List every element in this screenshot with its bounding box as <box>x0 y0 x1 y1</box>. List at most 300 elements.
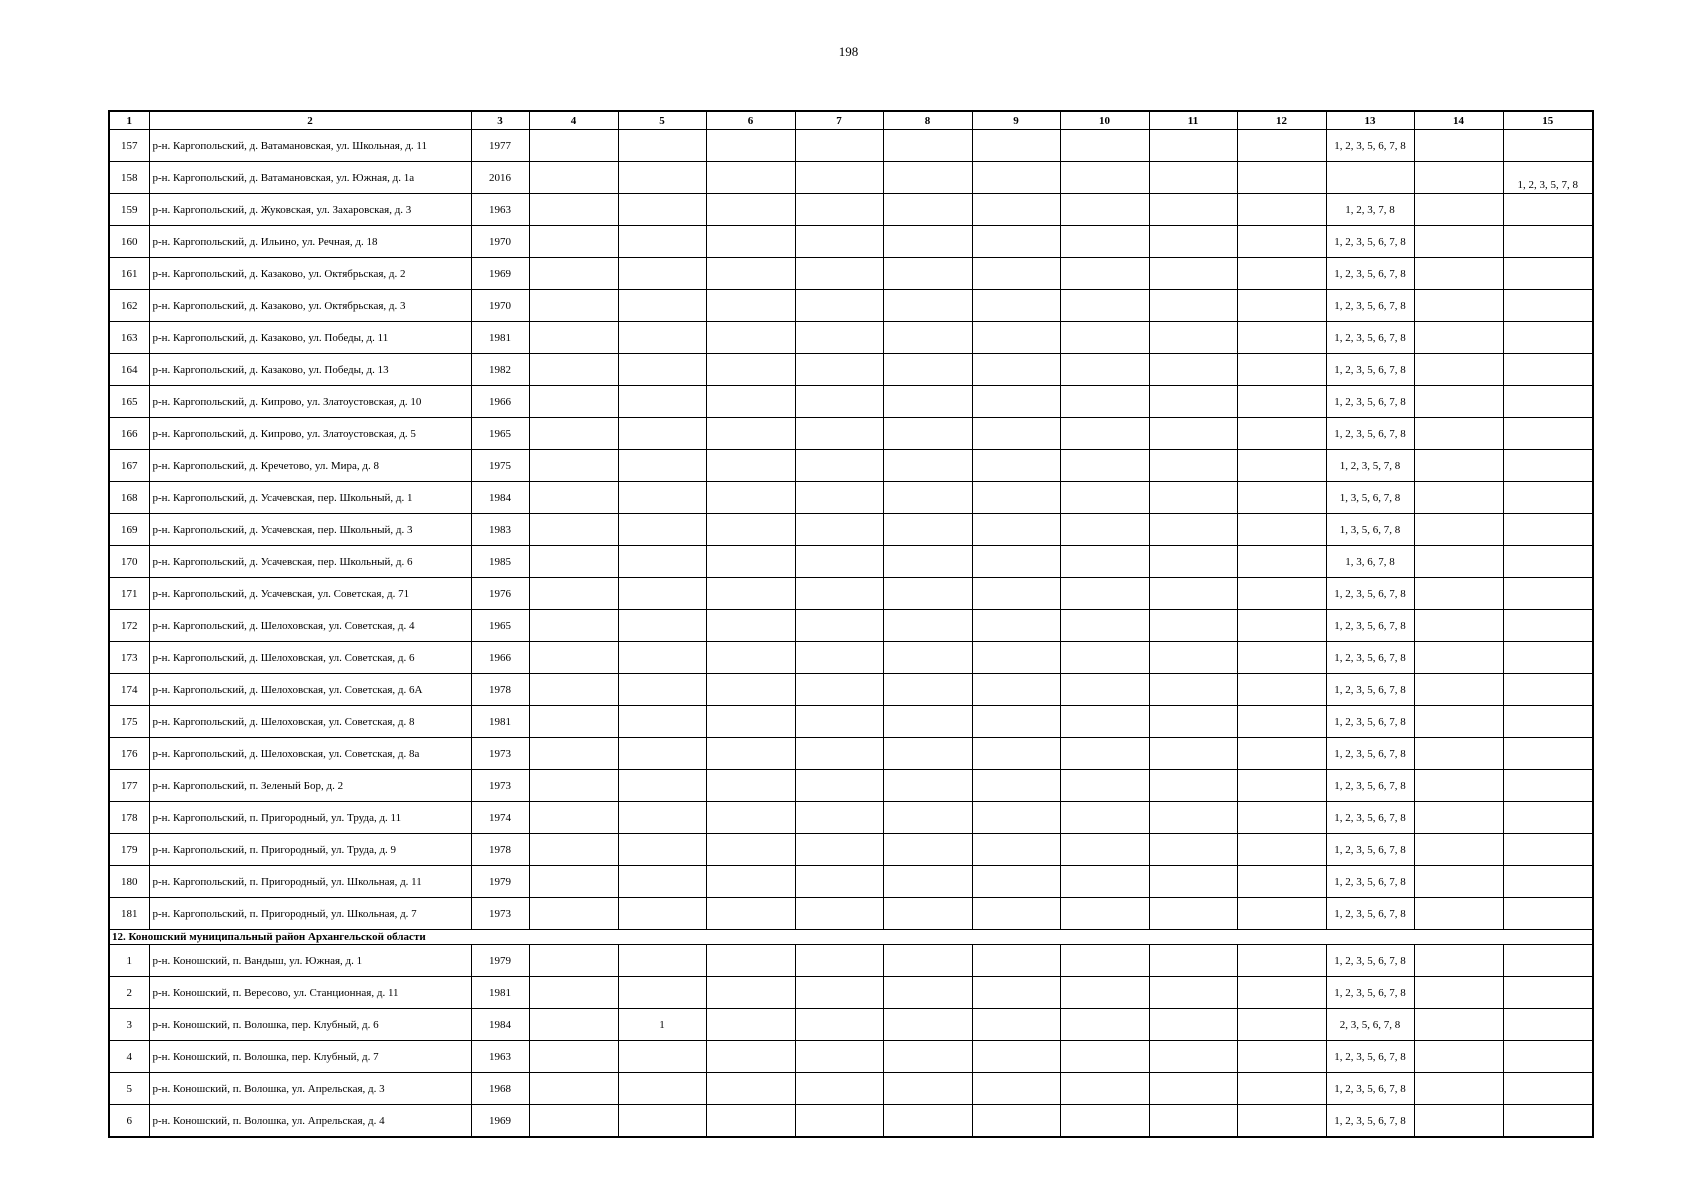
column-15-cell <box>1503 610 1593 642</box>
year-cell: 1968 <box>471 1073 529 1105</box>
column-12-cell <box>1237 290 1326 322</box>
column-5-cell: 1 <box>618 1009 706 1041</box>
column-7-cell <box>795 258 883 290</box>
year-cell: 1963 <box>471 194 529 226</box>
column-5-cell <box>618 802 706 834</box>
column-5-cell <box>618 898 706 930</box>
column-5-cell <box>618 386 706 418</box>
column-13-cell: 1, 2, 3, 5, 6, 7, 8 <box>1326 738 1414 770</box>
address-cell: р-н. Коношский, п. Волошка, пер. Клубный, д. 7 <box>149 1041 471 1073</box>
column-12-cell <box>1237 354 1326 386</box>
year-cell: 1983 <box>471 514 529 546</box>
column-13-cell: 1, 2, 3, 5, 6, 7, 8 <box>1326 642 1414 674</box>
column-15-cell <box>1503 226 1593 258</box>
column-7-cell <box>795 738 883 770</box>
column-9-cell <box>972 674 1060 706</box>
column-15-cell <box>1503 322 1593 354</box>
column-11-cell <box>1149 482 1237 514</box>
column-13-cell: 1, 2, 3, 5, 6, 7, 8 <box>1326 1105 1414 1138</box>
address-cell: р-н. Каргопольский, д. Казаково, ул. Победы, д. 11 <box>149 322 471 354</box>
column-10-cell <box>1060 738 1149 770</box>
column-14-cell <box>1414 945 1503 977</box>
address-cell: р-н. Каргопольский, д. Шелоховская, ул. Советская, д. 8а <box>149 738 471 770</box>
column-13-cell: 1, 2, 3, 5, 6, 7, 8 <box>1326 1041 1414 1073</box>
row-number-cell: 161 <box>109 258 149 290</box>
column-14-cell <box>1414 354 1503 386</box>
column-7-cell <box>795 322 883 354</box>
column-9-cell <box>972 610 1060 642</box>
column-10-cell <box>1060 802 1149 834</box>
address-cell: р-н. Каргопольский, д. Ватамановская, ул. Южная, д. 1а <box>149 162 471 194</box>
address-cell: р-н. Каргопольский, д. Шелоховская, ул. Советская, д. 6 <box>149 642 471 674</box>
column-7-cell <box>795 450 883 482</box>
table-row <box>109 610 1593 642</box>
column-11-cell <box>1149 1041 1237 1073</box>
table-row <box>109 1041 1593 1073</box>
column-12-cell <box>1237 162 1326 194</box>
column-8-cell <box>883 1009 972 1041</box>
column-9-cell <box>972 482 1060 514</box>
column-12-cell <box>1237 514 1326 546</box>
column-15-cell: 1, 2, 3, 5, 7, 8 <box>1503 162 1593 194</box>
column-5-cell <box>618 290 706 322</box>
column-7-cell <box>795 578 883 610</box>
column-7-cell <box>795 1009 883 1041</box>
row-number-cell: 180 <box>109 866 149 898</box>
column-12-cell <box>1237 834 1326 866</box>
table-row <box>109 866 1593 898</box>
header-row <box>109 111 1593 130</box>
row-number-cell: 176 <box>109 738 149 770</box>
column-14-cell <box>1414 1105 1503 1138</box>
row-number-cell: 172 <box>109 610 149 642</box>
column-11-cell <box>1149 162 1237 194</box>
row-number-cell: 159 <box>109 194 149 226</box>
column-9-cell <box>972 546 1060 578</box>
column-8-cell <box>883 450 972 482</box>
column-4-cell <box>529 1041 618 1073</box>
column-7-cell <box>795 546 883 578</box>
column-5-cell <box>618 610 706 642</box>
column-4-cell <box>529 322 618 354</box>
year-cell: 1984 <box>471 1009 529 1041</box>
column-7-cell <box>795 418 883 450</box>
column-15-cell <box>1503 738 1593 770</box>
column-12-cell <box>1237 130 1326 162</box>
column-11-cell <box>1149 610 1237 642</box>
column-4-cell <box>529 1009 618 1041</box>
table-row <box>109 642 1593 674</box>
column-12-cell <box>1237 674 1326 706</box>
column-13-cell: 1, 3, 5, 6, 7, 8 <box>1326 514 1414 546</box>
table-header <box>109 111 1593 130</box>
column-5-cell <box>618 418 706 450</box>
column-10-cell <box>1060 866 1149 898</box>
column-9-cell <box>972 1105 1060 1138</box>
column-11-cell <box>1149 290 1237 322</box>
column-header-2: 2 <box>149 111 471 130</box>
column-7-cell <box>795 610 883 642</box>
column-9-cell <box>972 802 1060 834</box>
column-7-cell <box>795 706 883 738</box>
column-4-cell <box>529 674 618 706</box>
column-14-cell <box>1414 322 1503 354</box>
column-10-cell <box>1060 642 1149 674</box>
row-number-cell: 157 <box>109 130 149 162</box>
column-12-cell <box>1237 770 1326 802</box>
column-8-cell <box>883 546 972 578</box>
year-cell: 1966 <box>471 386 529 418</box>
column-14-cell <box>1414 482 1503 514</box>
column-7-cell <box>795 354 883 386</box>
table-row <box>109 546 1593 578</box>
section-row <box>109 930 1593 945</box>
column-header-3: 3 <box>471 111 529 130</box>
column-11-cell <box>1149 834 1237 866</box>
year-cell: 1963 <box>471 1041 529 1073</box>
column-12-cell <box>1237 706 1326 738</box>
column-12-cell <box>1237 226 1326 258</box>
column-14-cell <box>1414 866 1503 898</box>
column-5-cell <box>618 514 706 546</box>
column-13-cell: 1, 2, 3, 5, 6, 7, 8 <box>1326 290 1414 322</box>
column-9-cell <box>972 834 1060 866</box>
column-10-cell <box>1060 578 1149 610</box>
column-6-cell <box>706 898 795 930</box>
column-15-cell <box>1503 1105 1593 1138</box>
column-15-cell <box>1503 546 1593 578</box>
section-title: 12. Коношский муниципальный район Архангельской области <box>109 930 1593 945</box>
column-6-cell <box>706 834 795 866</box>
column-6-cell <box>706 578 795 610</box>
address-cell: р-н. Каргопольский, п. Пригородный, ул. Труда, д. 9 <box>149 834 471 866</box>
address-cell: р-н. Каргопольский, д. Усачевская, пер. Школьный, д. 3 <box>149 514 471 546</box>
column-15-cell <box>1503 1041 1593 1073</box>
column-11-cell <box>1149 258 1237 290</box>
table-row <box>109 738 1593 770</box>
column-9-cell <box>972 194 1060 226</box>
column-8-cell <box>883 866 972 898</box>
column-4-cell <box>529 258 618 290</box>
address-cell: р-н. Каргопольский, д. Ватамановская, ул. Школьная, д. 11 <box>149 130 471 162</box>
column-8-cell <box>883 482 972 514</box>
column-9-cell <box>972 162 1060 194</box>
column-6-cell <box>706 642 795 674</box>
year-cell: 1985 <box>471 546 529 578</box>
year-cell: 1969 <box>471 258 529 290</box>
column-11-cell <box>1149 674 1237 706</box>
column-4-cell <box>529 194 618 226</box>
column-14-cell <box>1414 610 1503 642</box>
column-11-cell <box>1149 945 1237 977</box>
address-cell: р-н. Каргопольский, п. Пригородный, ул. Школьная, д. 11 <box>149 866 471 898</box>
year-cell: 1982 <box>471 354 529 386</box>
column-12-cell <box>1237 322 1326 354</box>
column-4-cell <box>529 898 618 930</box>
column-4-cell <box>529 706 618 738</box>
column-14-cell <box>1414 898 1503 930</box>
column-9-cell <box>972 290 1060 322</box>
column-13-cell: 1, 3, 6, 7, 8 <box>1326 546 1414 578</box>
column-7-cell <box>795 802 883 834</box>
column-6-cell <box>706 945 795 977</box>
column-6-cell <box>706 977 795 1009</box>
column-13-cell: 1, 2, 3, 5, 6, 7, 8 <box>1326 945 1414 977</box>
column-10-cell <box>1060 770 1149 802</box>
column-6-cell <box>706 354 795 386</box>
column-15-cell <box>1503 977 1593 1009</box>
column-6-cell <box>706 610 795 642</box>
column-8-cell <box>883 226 972 258</box>
column-header-7: 7 <box>795 111 883 130</box>
column-15-cell <box>1503 834 1593 866</box>
column-5-cell <box>618 834 706 866</box>
column-12-cell <box>1237 945 1326 977</box>
address-cell: р-н. Каргопольский, д. Ильино, ул. Речная, д. 18 <box>149 226 471 258</box>
table-row <box>109 258 1593 290</box>
column-15-cell <box>1503 945 1593 977</box>
year-cell: 1973 <box>471 770 529 802</box>
column-7-cell <box>795 977 883 1009</box>
table-row <box>109 706 1593 738</box>
column-14-cell <box>1414 514 1503 546</box>
year-cell: 1981 <box>471 977 529 1009</box>
column-9-cell <box>972 898 1060 930</box>
column-6-cell <box>706 450 795 482</box>
column-header-1: 1 <box>109 111 149 130</box>
column-14-cell <box>1414 130 1503 162</box>
column-10-cell <box>1060 450 1149 482</box>
year-cell: 1979 <box>471 866 529 898</box>
address-cell: р-н. Коношский, п. Вересово, ул. Станционная, д. 11 <box>149 977 471 1009</box>
column-8-cell <box>883 386 972 418</box>
column-9-cell <box>972 1009 1060 1041</box>
row-number-cell: 173 <box>109 642 149 674</box>
column-4-cell <box>529 945 618 977</box>
column-8-cell <box>883 945 972 977</box>
column-11-cell <box>1149 418 1237 450</box>
column-9-cell <box>972 322 1060 354</box>
column-9-cell <box>972 945 1060 977</box>
column-11-cell <box>1149 738 1237 770</box>
column-15-cell <box>1503 354 1593 386</box>
column-7-cell <box>795 1041 883 1073</box>
column-7-cell <box>795 642 883 674</box>
year-cell: 1969 <box>471 1105 529 1138</box>
column-7-cell <box>795 162 883 194</box>
column-10-cell <box>1060 418 1149 450</box>
column-14-cell <box>1414 642 1503 674</box>
table-row <box>109 1105 1593 1138</box>
column-9-cell <box>972 770 1060 802</box>
column-7-cell <box>795 834 883 866</box>
column-13-cell: 1, 2, 3, 5, 6, 7, 8 <box>1326 706 1414 738</box>
table-row <box>109 418 1593 450</box>
column-4-cell <box>529 770 618 802</box>
table-body <box>109 130 1593 1138</box>
column-13-cell: 1, 2, 3, 5, 6, 7, 8 <box>1326 418 1414 450</box>
row-number-cell: 175 <box>109 706 149 738</box>
column-4-cell <box>529 162 618 194</box>
column-12-cell <box>1237 977 1326 1009</box>
column-11-cell <box>1149 1073 1237 1105</box>
column-15-cell <box>1503 258 1593 290</box>
year-cell: 1973 <box>471 898 529 930</box>
column-15-cell <box>1503 386 1593 418</box>
column-11-cell <box>1149 546 1237 578</box>
column-13-cell: 1, 2, 3, 5, 6, 7, 8 <box>1326 834 1414 866</box>
column-10-cell <box>1060 977 1149 1009</box>
column-15-cell <box>1503 194 1593 226</box>
column-13-cell: 1, 2, 3, 5, 6, 7, 8 <box>1326 386 1414 418</box>
table-row <box>109 194 1593 226</box>
column-5-cell <box>618 226 706 258</box>
column-5-cell <box>618 674 706 706</box>
column-12-cell <box>1237 1041 1326 1073</box>
column-header-6: 6 <box>706 111 795 130</box>
column-9-cell <box>972 130 1060 162</box>
column-13-cell: 1, 2, 3, 5, 6, 7, 8 <box>1326 610 1414 642</box>
column-10-cell <box>1060 514 1149 546</box>
column-6-cell <box>706 322 795 354</box>
column-header-5: 5 <box>618 111 706 130</box>
column-4-cell <box>529 1105 618 1138</box>
row-number-cell: 181 <box>109 898 149 930</box>
address-cell: р-н. Каргопольский, д. Усачевская, пер. Школьный, д. 6 <box>149 546 471 578</box>
column-12-cell <box>1237 802 1326 834</box>
column-6-cell <box>706 258 795 290</box>
column-10-cell <box>1060 674 1149 706</box>
address-cell: р-н. Каргопольский, д. Шелоховская, ул. Советская, д. 8 <box>149 706 471 738</box>
column-13-cell: 1, 2, 3, 5, 6, 7, 8 <box>1326 977 1414 1009</box>
column-7-cell <box>795 386 883 418</box>
column-11-cell <box>1149 706 1237 738</box>
year-cell: 1973 <box>471 738 529 770</box>
column-9-cell <box>972 1073 1060 1105</box>
column-14-cell <box>1414 1041 1503 1073</box>
column-4-cell <box>529 610 618 642</box>
address-cell: р-н. Каргопольский, д. Шелоховская, ул. Советская, д. 6А <box>149 674 471 706</box>
column-4-cell <box>529 482 618 514</box>
column-6-cell <box>706 674 795 706</box>
row-number-cell: 167 <box>109 450 149 482</box>
column-5-cell <box>618 354 706 386</box>
column-11-cell <box>1149 322 1237 354</box>
column-14-cell <box>1414 674 1503 706</box>
column-12-cell <box>1237 418 1326 450</box>
column-header-14: 14 <box>1414 111 1503 130</box>
page-number: 198 <box>838 44 859 59</box>
column-4-cell <box>529 514 618 546</box>
column-8-cell <box>883 1041 972 1073</box>
column-14-cell <box>1414 290 1503 322</box>
column-10-cell <box>1060 482 1149 514</box>
column-15-cell <box>1503 674 1593 706</box>
column-14-cell <box>1414 450 1503 482</box>
column-11-cell <box>1149 642 1237 674</box>
address-cell: р-н. Каргопольский, д. Кречетово, ул. Мира, д. 8 <box>149 450 471 482</box>
column-7-cell <box>795 898 883 930</box>
address-cell: р-н. Каргопольский, д. Жуковская, ул. Захаровская, д. 3 <box>149 194 471 226</box>
column-header-4: 4 <box>529 111 618 130</box>
column-10-cell <box>1060 354 1149 386</box>
address-cell: р-н. Коношский, п. Вандыш, ул. Южная, д. 1 <box>149 945 471 977</box>
year-cell: 1974 <box>471 802 529 834</box>
column-9-cell <box>972 514 1060 546</box>
row-number-cell: 162 <box>109 290 149 322</box>
column-12-cell <box>1237 1105 1326 1138</box>
column-8-cell <box>883 258 972 290</box>
column-5-cell <box>618 706 706 738</box>
column-8-cell <box>883 834 972 866</box>
column-5-cell <box>618 738 706 770</box>
column-5-cell <box>618 450 706 482</box>
year-cell: 1975 <box>471 450 529 482</box>
column-6-cell <box>706 738 795 770</box>
column-5-cell <box>618 322 706 354</box>
column-11-cell <box>1149 866 1237 898</box>
column-8-cell <box>883 354 972 386</box>
column-9-cell <box>972 418 1060 450</box>
row-number-cell: 177 <box>109 770 149 802</box>
column-15-cell <box>1503 1073 1593 1105</box>
column-5-cell <box>618 977 706 1009</box>
column-15-cell <box>1503 1009 1593 1041</box>
column-14-cell <box>1414 802 1503 834</box>
column-9-cell <box>972 738 1060 770</box>
column-10-cell <box>1060 130 1149 162</box>
row-number-cell: 3 <box>109 1009 149 1041</box>
column-6-cell <box>706 1073 795 1105</box>
column-5-cell <box>618 1105 706 1138</box>
column-13-cell: 1, 2, 3, 5, 6, 7, 8 <box>1326 258 1414 290</box>
column-13-cell: 1, 2, 3, 5, 6, 7, 8 <box>1326 898 1414 930</box>
column-9-cell <box>972 866 1060 898</box>
table-row <box>109 945 1593 977</box>
address-cell: р-н. Каргопольский, п. Пригородный, ул. Труда, д. 11 <box>149 802 471 834</box>
column-15-cell <box>1503 514 1593 546</box>
column-15-cell <box>1503 578 1593 610</box>
column-7-cell <box>795 674 883 706</box>
column-12-cell <box>1237 258 1326 290</box>
column-4-cell <box>529 977 618 1009</box>
column-6-cell <box>706 1041 795 1073</box>
table-row <box>109 386 1593 418</box>
column-5-cell <box>618 162 706 194</box>
column-14-cell <box>1414 162 1503 194</box>
column-10-cell <box>1060 226 1149 258</box>
column-9-cell <box>972 258 1060 290</box>
column-9-cell <box>972 386 1060 418</box>
column-14-cell <box>1414 546 1503 578</box>
column-4-cell <box>529 130 618 162</box>
column-4-cell <box>529 802 618 834</box>
column-14-cell <box>1414 194 1503 226</box>
column-12-cell <box>1237 738 1326 770</box>
column-15-cell <box>1503 802 1593 834</box>
column-15-cell <box>1503 482 1593 514</box>
table-row <box>109 977 1593 1009</box>
column-8-cell <box>883 674 972 706</box>
year-cell: 1966 <box>471 642 529 674</box>
address-cell: р-н. Каргопольский, п. Зеленый Бор, д. 2 <box>149 770 471 802</box>
column-7-cell <box>795 130 883 162</box>
column-5-cell <box>618 546 706 578</box>
column-8-cell <box>883 770 972 802</box>
column-11-cell <box>1149 226 1237 258</box>
column-6-cell <box>706 1009 795 1041</box>
table-row <box>109 162 1593 194</box>
